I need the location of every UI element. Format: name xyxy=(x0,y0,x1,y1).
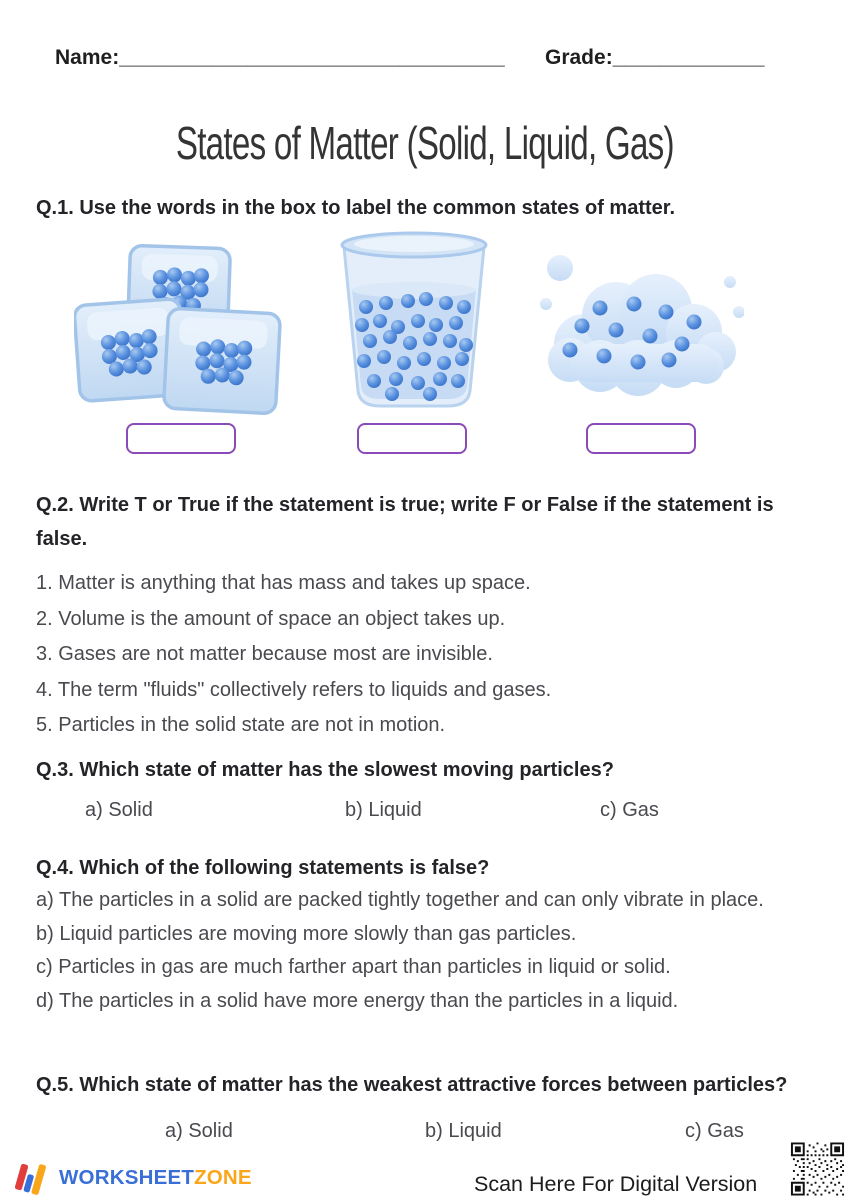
q5-heading: Q.5. Which state of matter has the weakest attractive forces between particles? xyxy=(36,1074,788,1096)
gas-cloud-illustration xyxy=(534,252,744,404)
brand-text xyxy=(59,1166,252,1190)
q2-statement-4: 4. The term "fluids" collectively refers to liquids and gases. xyxy=(36,678,552,701)
qr-code-icon xyxy=(789,1140,846,1198)
name-label: Name: xyxy=(55,46,120,69)
q5-option-b[interactable]: b) Liquid xyxy=(425,1120,502,1142)
brand-zone: ZONE xyxy=(194,1166,252,1189)
q4-options xyxy=(36,884,820,1018)
beaker-liquid-illustration xyxy=(332,227,496,413)
worksheetzone-logo-icon xyxy=(14,1158,52,1198)
q3-option-c[interactable]: c) Gas xyxy=(600,799,659,821)
q3-option-b[interactable]: b) Liquid xyxy=(345,799,422,821)
q4-option-b[interactable]: b) Liquid particles are moving more slowly than gas particles. xyxy=(36,922,577,945)
title-row xyxy=(0,116,850,170)
ice-cube-right xyxy=(163,308,280,414)
q1-heading: Q.1. Use the words in the box to label the common states of matter. xyxy=(36,197,676,219)
q4-option-a[interactable]: a) The particles in a solid are packed tightly together and can only vibrate in place. xyxy=(36,889,764,911)
answer-box-liquid[interactable] xyxy=(357,423,467,454)
name-field-row xyxy=(55,46,505,70)
q2-statement-5: 5. Particles in the solid state are not in motion. xyxy=(36,714,446,736)
name-blank-line[interactable]: _________________________________ xyxy=(119,46,505,69)
ice-cubes-illustration xyxy=(74,243,286,415)
answer-box-gas[interactable] xyxy=(586,423,696,454)
q5-option-c[interactable]: c) Gas xyxy=(685,1120,744,1142)
q2-statement-3: 3. Gases are not matter because most are invisible. xyxy=(36,643,493,665)
q3-options-row xyxy=(0,799,850,825)
q4-heading: Q.4. Which of the following statements is false? xyxy=(36,857,490,879)
q3-heading: Q.3. Which state of matter has the slowest moving particles? xyxy=(36,759,614,781)
q2-heading: Q.2. Write T or True if the statement is true; write F or False if the statement is false. xyxy=(36,494,774,550)
q3-option-a[interactable]: a) Solid xyxy=(85,799,153,821)
page-title: States of Matter (Solid, Liquid, Gas) xyxy=(176,117,674,169)
grade-label: Grade: xyxy=(545,46,613,69)
q5-options-row xyxy=(0,1120,850,1146)
q4-option-c[interactable]: c) Particles in gas are much farther apart than particles in liquid or solid. xyxy=(36,956,671,978)
q4-option-d[interactable]: d) The particles in a solid have more energy than the particles in a liquid. xyxy=(36,989,679,1012)
q5-option-a[interactable]: a) Solid xyxy=(165,1120,233,1142)
worksheetzone-logo[interactable] xyxy=(14,1158,252,1198)
grade-field-row xyxy=(545,46,765,70)
answer-box-solid[interactable] xyxy=(126,423,236,454)
q2-statement-1: 1. Matter is anything that has mass and takes up space. xyxy=(36,572,531,594)
cloud-shape xyxy=(540,255,744,396)
q2-statement-2: 2. Volume is the amount of space an object takes up. xyxy=(36,607,506,630)
brand-worksheet: WORKSHEET xyxy=(59,1166,195,1189)
scan-here-text: Scan Here For Digital Version xyxy=(474,1172,758,1196)
grade-blank-line[interactable]: _____________ xyxy=(612,46,765,69)
q2-statements xyxy=(36,566,826,744)
